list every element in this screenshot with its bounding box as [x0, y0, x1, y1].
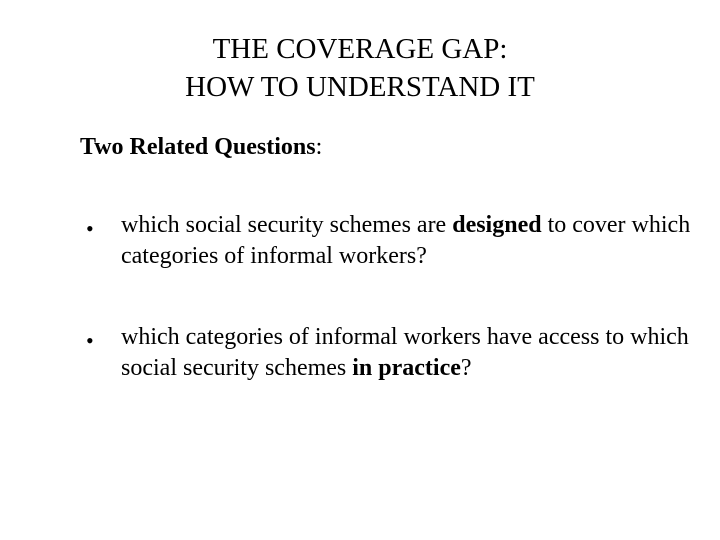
bullet-text-after: to cover which categories of informal workers? — [121, 212, 691, 269]
bullet-text-after: ? — [460, 355, 472, 381]
section-heading — [80, 131, 322, 163]
bullet-text-emphasis: in practice — [352, 355, 461, 381]
bullet-icon: • — [86, 328, 94, 353]
bullet-text — [121, 322, 701, 384]
bullet-icon: • — [86, 216, 94, 241]
question-list — [0, 210, 720, 434]
bullet-text — [121, 210, 701, 272]
list-item — [0, 210, 720, 268]
section-heading-colon: : — [315, 134, 323, 160]
title-line-1: THE COVERAGE GAP: — [212, 33, 508, 65]
slide-title — [0, 30, 720, 106]
title-line-2: HOW TO UNDERSTAND IT — [185, 71, 535, 103]
bullet-text-before: which social security schemes are — [121, 212, 453, 238]
list-item — [0, 322, 720, 380]
bullet-text-before: which categories of informal workers have access to which social security schemes — [121, 324, 689, 381]
section-heading-bold: Two Related Questions — [80, 134, 316, 160]
bullet-text-emphasis: designed — [452, 212, 542, 238]
